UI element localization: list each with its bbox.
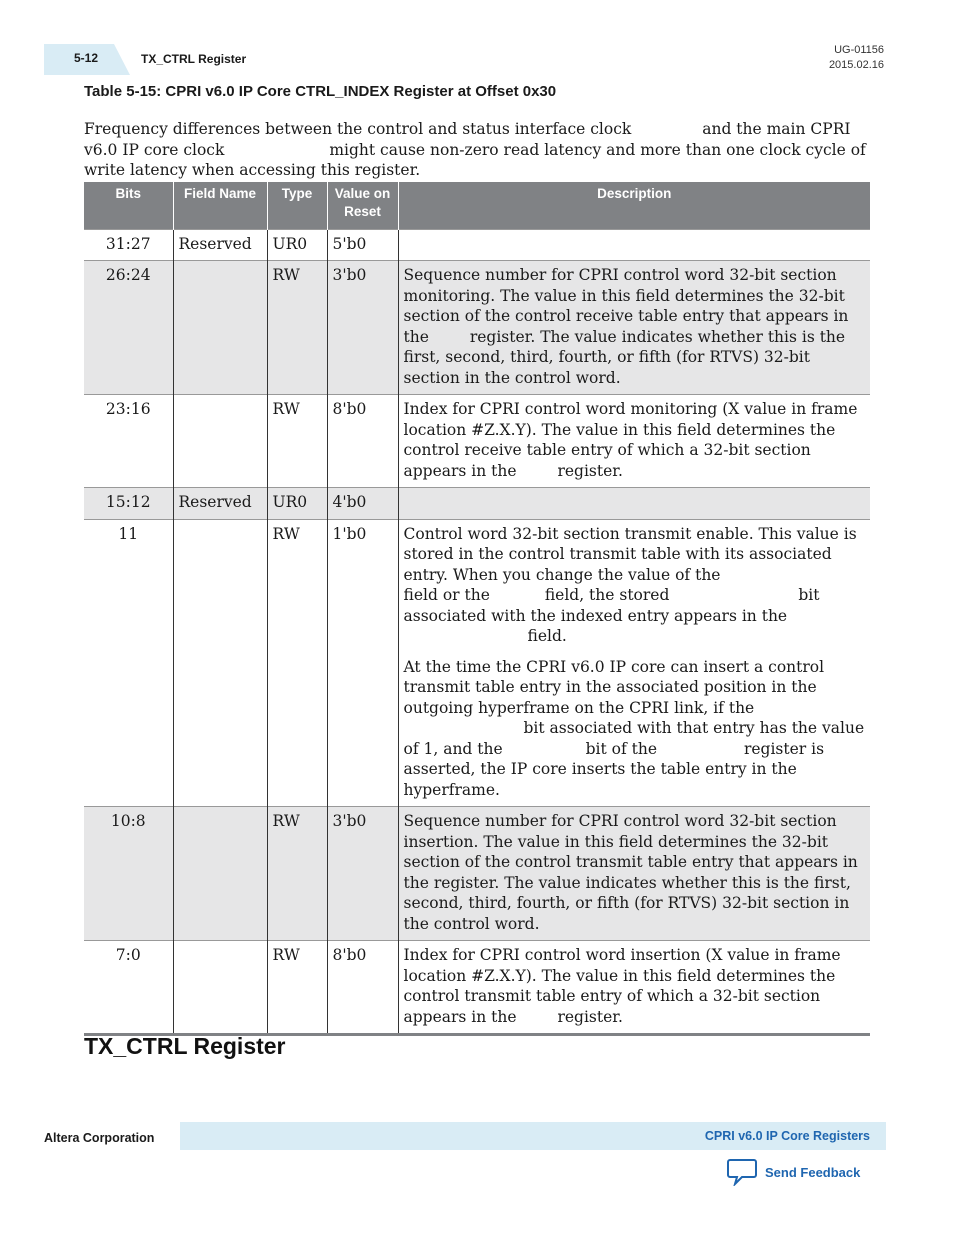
page-number: 5-12 [74, 51, 99, 65]
description-cell [398, 941, 870, 1035]
header-bits: Bits [84, 182, 173, 229]
reset-value-cell: 8'b0 [327, 941, 398, 1035]
description-paragraph: Index for CPRI control word insertion (X value in frame location #Z.X.Y). The value in this field determines the control transmit table entry of which a 32-bit section appears in the register. [403, 946, 841, 1026]
description-paragraph: At the time the CPRI v6.0 IP core can insert a control transmit table entry in the associated position in the outgoing hyperframe on the CPRI link, if the bit associated with that entry has the value of 1, and the bit of the register is asserted, the IP core inserts the table entry in the hyperframe. [403, 657, 865, 799]
bits-cell: 15:12 [84, 488, 173, 520]
description-paragraph: Control word 32-bit section transmit enable. This value is stored in the control transmit table with its associated entry. When you change the value of the field or the field, the stored bit associated with the indexed entry appears in the field. [403, 524, 857, 645]
doc-date: 2015.02.16 [828, 59, 884, 71]
type-cell: RW [267, 395, 327, 488]
description-cell [398, 488, 870, 520]
type-cell: UR0 [267, 488, 327, 520]
reset-value-cell: 3'b0 [327, 807, 398, 941]
field-name-cell [173, 261, 267, 395]
type-cell: UR0 [267, 229, 327, 261]
reset-value-cell: 5'b0 [327, 229, 398, 261]
send-feedback-link[interactable] [727, 1158, 860, 1186]
table-body [84, 229, 870, 1035]
bits-cell: 23:16 [84, 395, 173, 488]
bits-cell: 11 [84, 519, 173, 807]
table-title: Table 5-15: CPRI v6.0 IP Core CTRL_INDEX Register at Offset 0x30 [84, 83, 557, 100]
bits-cell: 31:27 [84, 229, 173, 261]
table-row [84, 488, 870, 520]
description-cell [398, 395, 870, 488]
chapter-link[interactable]: CPRI v6.0 IP Core Registers [704, 1129, 870, 1143]
intro-part-2: and the main CPRI v6.0 IP core clock [84, 120, 851, 159]
register-table [84, 182, 870, 1036]
speech-bubble-icon [727, 1158, 757, 1186]
reset-value-cell: 8'b0 [327, 395, 398, 488]
running-section-title: TX_CTRL Register [141, 52, 247, 66]
table-row [84, 807, 870, 941]
bits-cell: 10:8 [84, 807, 173, 941]
reset-value-cell: 3'b0 [327, 261, 398, 395]
description-cell [398, 261, 870, 395]
field-name-cell: Reserved [173, 488, 267, 520]
description-cell [398, 519, 870, 807]
description-paragraph: Index for CPRI control word monitoring (X value in frame location #Z.X.Y). The value in this field determines the control receive table entry of which a 32-bit section appears in the register. [403, 400, 858, 480]
description-cell [398, 807, 870, 941]
table-row [84, 229, 870, 261]
table-row [84, 395, 870, 488]
field-name-cell [173, 519, 267, 807]
section-heading: TX_CTRL Register [84, 1033, 286, 1059]
header-description: Description [398, 182, 870, 229]
field-name-cell: Reserved [173, 229, 267, 261]
header-value-on-reset: Value on Reset [327, 182, 398, 229]
bits-cell: 7:0 [84, 941, 173, 1035]
header-field-name: Field Name [173, 182, 267, 229]
type-cell: RW [267, 261, 327, 395]
type-cell: RW [267, 519, 327, 807]
reset-value-cell: 1'b0 [327, 519, 398, 807]
type-cell: RW [267, 941, 327, 1035]
field-name-cell [173, 941, 267, 1035]
description-paragraph: Sequence number for CPRI control word 32-bit section insertion. The value in this field determines the 32-bit section of the control transmit table entry that appears in the register. The value indicates whether this is the first, second, third, fourth, or fifth (for RTVS) 32-bit section in the control word. [403, 812, 858, 933]
description-paragraph: Sequence number for CPRI control word 32-bit section monitoring. The value in this field determines the 32-bit section of the control receive table entry that appears in the register. The value indicates whether this is the first, second, third, fourth, or fifth (for RTVS) 32-bit section in the control word. [403, 266, 849, 387]
type-cell: RW [267, 807, 327, 941]
field-name-cell [173, 807, 267, 941]
description-cell [398, 229, 870, 261]
doc-number: UG-01156 [834, 44, 884, 56]
table-row [84, 261, 870, 395]
field-name-cell [173, 395, 267, 488]
page-tab-fold [114, 44, 130, 75]
header-type: Type [267, 182, 327, 229]
company-name: Altera Corporation [44, 1131, 155, 1145]
bits-cell: 26:24 [84, 261, 173, 395]
intro-part-1: Frequency differences between the control and status interface clock [84, 120, 632, 138]
intro-part-3: might cause non-zero read latency and more than one clock cycle of write latency when accessing this register. [84, 140, 866, 179]
send-feedback-label: Send Feedback [765, 1164, 861, 1180]
reset-value-cell: 4'b0 [327, 488, 398, 520]
table-header-row [84, 182, 870, 229]
table-row [84, 941, 870, 1035]
table-row [84, 519, 870, 807]
document-id [829, 43, 884, 73]
intro-paragraph [84, 119, 870, 181]
